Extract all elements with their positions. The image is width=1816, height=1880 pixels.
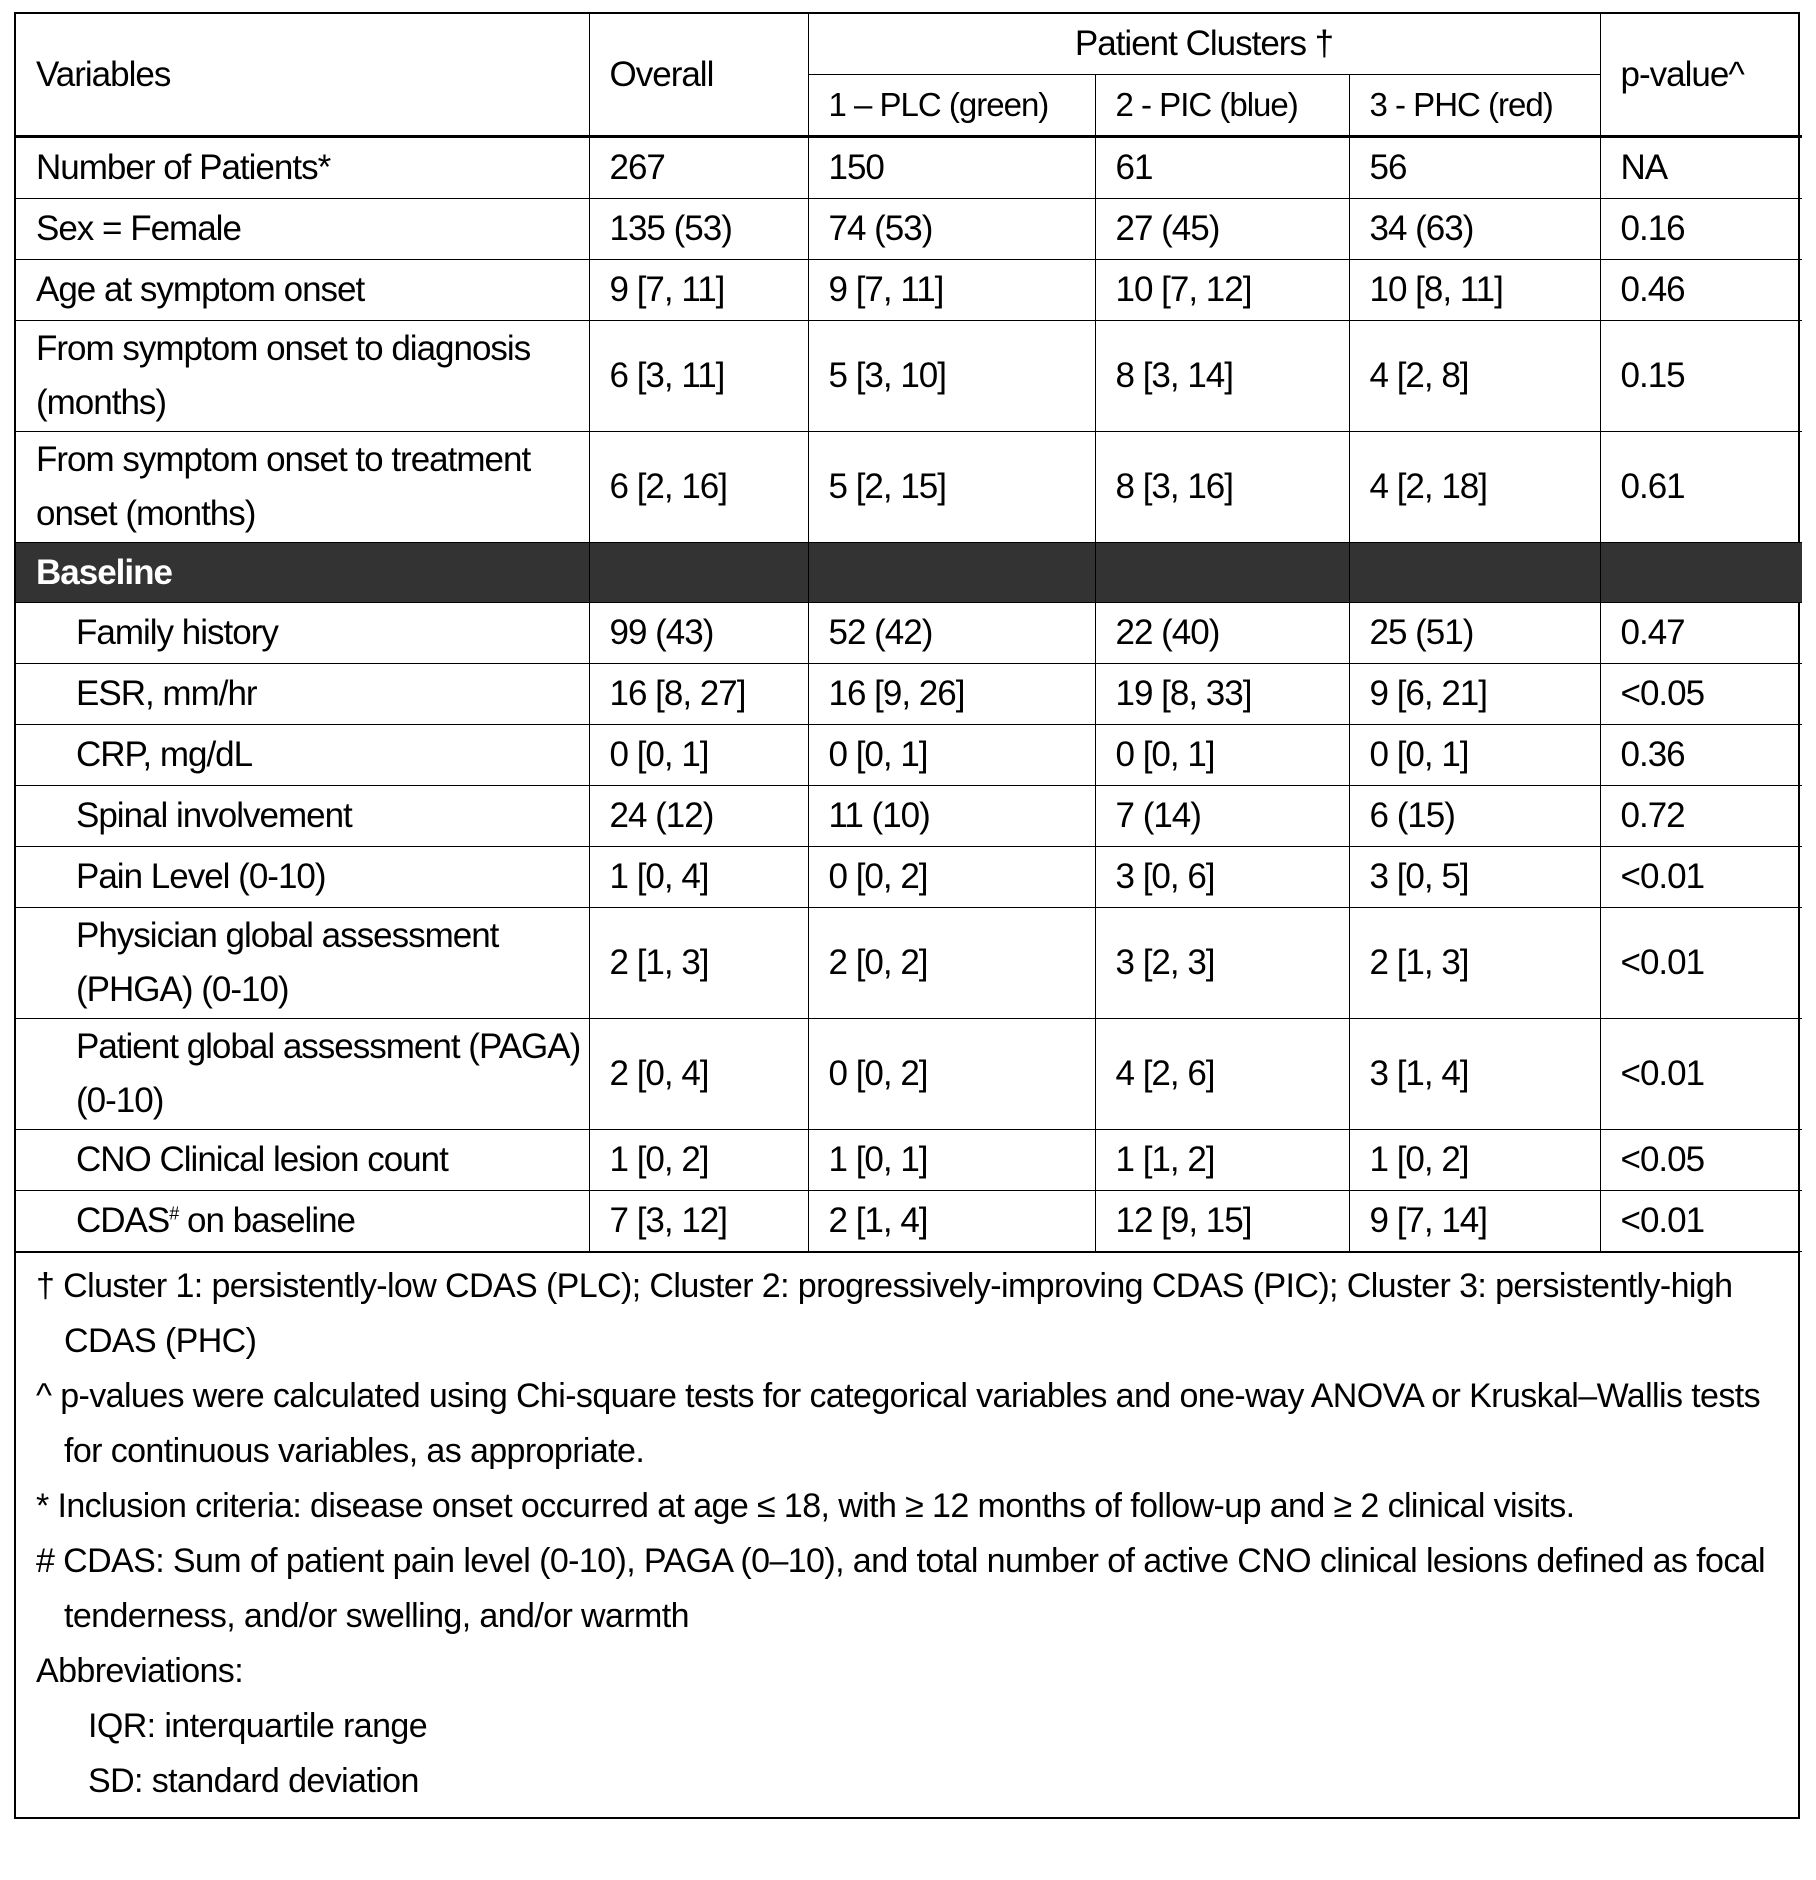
- cell-c3: 4 [2, 18]: [1349, 432, 1600, 543]
- cell-c1: 5 [3, 10]: [808, 321, 1095, 432]
- header-cluster-3: 3 - PHC (red): [1349, 75, 1600, 137]
- cell-c1: 2 [0, 2]: [808, 908, 1095, 1019]
- footnote-dagger: † Cluster 1: persistently-low CDAS (PLC); Cluster 2: progressively-improving CDAS (PIC); Cluster 3: persistently-high CDAS (PHC): [36, 1267, 1733, 1360]
- cell-c1: 5 [2, 15]: [808, 432, 1095, 543]
- abbreviations-title: Abbreviations:: [36, 1652, 244, 1690]
- cell-p: <0.01: [1600, 908, 1802, 1019]
- cell-c2: 1 [1, 2]: [1095, 1130, 1349, 1191]
- cell-c2: 19 [8, 33]: [1095, 664, 1349, 725]
- cell-c3: 1 [0, 2]: [1349, 1130, 1600, 1191]
- abbreviation-sd: SD: standard deviation: [88, 1762, 419, 1800]
- cell-p: 0.36: [1600, 725, 1802, 786]
- cell-overall: 9 [7, 11]: [589, 260, 808, 321]
- cell-c3: 34 (63): [1349, 199, 1600, 260]
- table-row: [16, 786, 1802, 847]
- cell-c1: 16 [9, 26]: [808, 664, 1095, 725]
- cell-c2: 0 [0, 1]: [1095, 725, 1349, 786]
- row-label: Family history: [16, 603, 589, 664]
- row-label: [16, 1191, 589, 1252]
- row-label-part: on baseline: [178, 1201, 356, 1240]
- row-label: Sex = Female: [16, 199, 589, 260]
- footnotes: [16, 1252, 1798, 1817]
- cell-p: <0.05: [1600, 1130, 1802, 1191]
- cell-overall: 2 [0, 4]: [589, 1019, 808, 1130]
- cell-p: <0.01: [1600, 847, 1802, 908]
- cell-p: 0.72: [1600, 786, 1802, 847]
- section-cell: [808, 543, 1095, 603]
- cell-overall: 1 [0, 2]: [589, 1130, 808, 1191]
- row-label: ESR, mm/hr: [16, 664, 589, 725]
- row-label: Number of Patients*: [16, 137, 589, 199]
- header-overall: Overall: [589, 14, 808, 137]
- header-patient-clusters: Patient Clusters †: [808, 14, 1600, 75]
- cell-p: 0.16: [1600, 199, 1802, 260]
- cell-c2: 4 [2, 6]: [1095, 1019, 1349, 1130]
- header-cluster-2: 2 - PIC (blue): [1095, 75, 1349, 137]
- row-label: From symptom onset to treatment onset (months): [16, 432, 589, 543]
- cell-c3: 4 [2, 8]: [1349, 321, 1600, 432]
- cell-c3: 3 [1, 4]: [1349, 1019, 1600, 1130]
- cell-p: 0.47: [1600, 603, 1802, 664]
- table-row: [16, 664, 1802, 725]
- cell-overall: 135 (53): [589, 199, 808, 260]
- cell-overall: 16 [8, 27]: [589, 664, 808, 725]
- table-row: [16, 847, 1802, 908]
- header-variables: Variables: [16, 14, 589, 137]
- cell-c2: 10 [7, 12]: [1095, 260, 1349, 321]
- abbreviation-iqr: IQR: interquartile range: [88, 1707, 427, 1745]
- cell-c1: 11 (10): [808, 786, 1095, 847]
- cell-c1: 150: [808, 137, 1095, 199]
- table-row: [16, 432, 1802, 543]
- cell-c3: 56: [1349, 137, 1600, 199]
- cell-overall: 1 [0, 4]: [589, 847, 808, 908]
- row-label: Age at symptom onset: [16, 260, 589, 321]
- cell-p: NA: [1600, 137, 1802, 199]
- footnote-asterisk: * Inclusion criteria: disease onset occurred at age ≤ 18, with ≥ 12 months of follow-up and ≥ 2 clinical visits.: [36, 1487, 1575, 1525]
- row-label: Physician global assessment (PHGA) (0-10): [16, 908, 589, 1019]
- cell-overall: 24 (12): [589, 786, 808, 847]
- section-title: Baseline: [16, 543, 589, 603]
- table-row: [16, 321, 1802, 432]
- table-container: [14, 12, 1800, 1819]
- table-row: [16, 1130, 1802, 1191]
- cell-c1: 0 [0, 2]: [808, 1019, 1095, 1130]
- table-row: [16, 603, 1802, 664]
- section-cell: [589, 543, 808, 603]
- cell-overall: 0 [0, 1]: [589, 725, 808, 786]
- row-label-part: CDAS: [76, 1201, 170, 1240]
- table-row: [16, 260, 1802, 321]
- table-row: [16, 199, 1802, 260]
- row-label: Pain Level (0-10): [16, 847, 589, 908]
- section-row-baseline: [16, 543, 1802, 603]
- cell-c2: 22 (40): [1095, 603, 1349, 664]
- cell-c2: 12 [9, 15]: [1095, 1191, 1349, 1252]
- cell-c2: 8 [3, 16]: [1095, 432, 1349, 543]
- cell-c3: 10 [8, 11]: [1349, 260, 1600, 321]
- cell-c3: 9 [7, 14]: [1349, 1191, 1600, 1252]
- cell-c2: 61: [1095, 137, 1349, 199]
- row-label: CNO Clinical lesion count: [16, 1130, 589, 1191]
- cell-p: 0.46: [1600, 260, 1802, 321]
- cell-c3: 3 [0, 5]: [1349, 847, 1600, 908]
- cell-overall: 6 [2, 16]: [589, 432, 808, 543]
- row-label-part: #: [169, 1203, 179, 1224]
- table-row: [16, 137, 1802, 199]
- cell-c3: 2 [1, 3]: [1349, 908, 1600, 1019]
- table-row: [16, 1191, 1802, 1252]
- row-label: Spinal involvement: [16, 786, 589, 847]
- cell-c3: 0 [0, 1]: [1349, 725, 1600, 786]
- cell-c2: 8 [3, 14]: [1095, 321, 1349, 432]
- cell-p: <0.05: [1600, 664, 1802, 725]
- cell-c2: 27 (45): [1095, 199, 1349, 260]
- row-label: CRP, mg/dL: [16, 725, 589, 786]
- cell-p: 0.15: [1600, 321, 1802, 432]
- row-label: From symptom onset to diagnosis (months): [16, 321, 589, 432]
- table-row: [16, 1019, 1802, 1130]
- section-cell: [1095, 543, 1349, 603]
- cell-c3: 6 (15): [1349, 786, 1600, 847]
- section-cell: [1349, 543, 1600, 603]
- footnote-hash: # CDAS: Sum of patient pain level (0-10), PAGA (0–10), and total number of active CNO clinical lesions defined as focal tenderness, and/or swelling, and/or warmth: [36, 1542, 1765, 1635]
- section-cell: [1600, 543, 1802, 603]
- cell-c1: 52 (42): [808, 603, 1095, 664]
- cell-c1: 1 [0, 1]: [808, 1130, 1095, 1191]
- cell-c1: 0 [0, 1]: [808, 725, 1095, 786]
- cell-overall: 267: [589, 137, 808, 199]
- cell-overall: 6 [3, 11]: [589, 321, 808, 432]
- row-label: Patient global assessment (PAGA) (0-10): [16, 1019, 589, 1130]
- cell-p: <0.01: [1600, 1191, 1802, 1252]
- table-row: [16, 908, 1802, 1019]
- cell-c1: 74 (53): [808, 199, 1095, 260]
- cell-c2: 3 [0, 6]: [1095, 847, 1349, 908]
- cell-overall: 2 [1, 3]: [589, 908, 808, 1019]
- cell-c2: 7 (14): [1095, 786, 1349, 847]
- cell-p: 0.61: [1600, 432, 1802, 543]
- footnote-caret: ^ p-values were calculated using Chi-square tests for categorical variables and one-way ANOVA or Kruskal–Wallis tests for continuous variables, as appropriate.: [36, 1377, 1761, 1470]
- cell-c1: 2 [1, 4]: [808, 1191, 1095, 1252]
- cell-overall: 99 (43): [589, 603, 808, 664]
- cell-c2: 3 [2, 3]: [1095, 908, 1349, 1019]
- cell-p: <0.01: [1600, 1019, 1802, 1130]
- cell-c3: 25 (51): [1349, 603, 1600, 664]
- cell-overall: 7 [3, 12]: [589, 1191, 808, 1252]
- header-p-value: p-value^: [1600, 14, 1802, 137]
- patient-clusters-table: [16, 14, 1802, 1252]
- cell-c3: 9 [6, 21]: [1349, 664, 1600, 725]
- header-cluster-1: 1 – PLC (green): [808, 75, 1095, 137]
- cell-c1: 0 [0, 2]: [808, 847, 1095, 908]
- cell-c1: 9 [7, 11]: [808, 260, 1095, 321]
- table-row: [16, 725, 1802, 786]
